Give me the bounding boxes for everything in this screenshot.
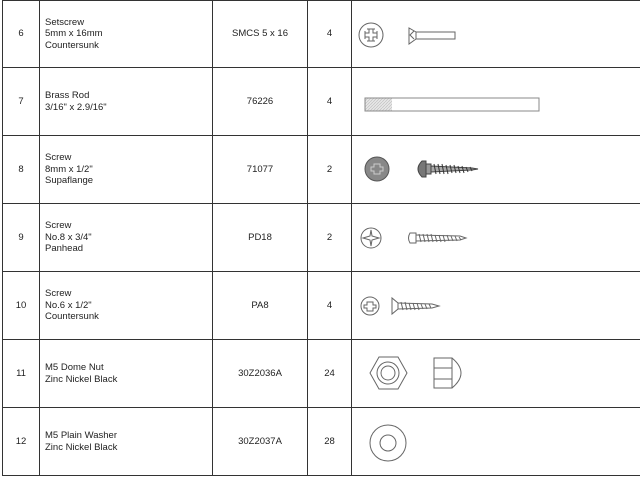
dome-nut-icon: [352, 341, 640, 407]
description-line: Setscrew: [45, 16, 85, 28]
panhead-screw-icon: [352, 205, 640, 271]
table-row: [3, 1, 640, 68]
quantity: 4: [308, 272, 352, 340]
quantity: 2: [308, 136, 352, 204]
part-illustration: [352, 340, 640, 408]
quantity: 4: [308, 1, 352, 68]
item-number: 11: [3, 340, 40, 408]
description-line: Zinc Nickel Black: [45, 373, 118, 385]
description-line: M5 Plain Washer: [45, 430, 117, 441]
item-number: 10: [3, 272, 40, 340]
item-description: [40, 204, 213, 272]
quantity: 2: [308, 204, 352, 272]
item-number: 12: [3, 408, 40, 476]
part-illustration: [352, 1, 640, 68]
item-number: 7: [3, 68, 40, 136]
description-line: Supaflange: [45, 175, 94, 187]
part-code: 71077: [213, 136, 308, 204]
plain-washer-icon: [352, 409, 640, 475]
description-line: Brass Rod: [45, 90, 90, 101]
description-line: Countersunk: [45, 311, 99, 323]
description-line: Screw: [45, 220, 72, 232]
item-number: 8: [3, 136, 40, 204]
parts-table: [2, 0, 640, 476]
part-illustration: [352, 272, 640, 340]
part-code: PD18: [213, 204, 308, 272]
part-code: SMCS 5 x 16: [213, 1, 308, 68]
description-line: Zinc Nickel Black: [45, 441, 118, 453]
flange-screw-icon: [352, 137, 640, 203]
description-line: 3/16" x 2.9/16": [45, 101, 107, 113]
table-row: [3, 204, 640, 272]
part-illustration: [352, 68, 640, 136]
part-code: 30Z2037A: [213, 408, 308, 476]
item-description: [40, 68, 213, 136]
description-line: Screw: [45, 288, 72, 300]
quantity: 4: [308, 68, 352, 136]
item-number: 6: [3, 1, 40, 68]
description-line: Countersunk: [45, 39, 99, 51]
table-row: [3, 136, 640, 204]
item-description: [40, 340, 213, 408]
description-line: 8mm x 1/2": [45, 163, 93, 175]
item-description: [40, 272, 213, 340]
item-description: [40, 408, 213, 476]
part-illustration: [352, 408, 640, 476]
description-line: M5 Dome Nut: [45, 362, 104, 373]
table-row: [3, 408, 640, 476]
table-row: [3, 340, 640, 408]
description-line: 5mm x 16mm: [45, 28, 103, 40]
item-description: [40, 136, 213, 204]
countersunk-setscrew-icon: [352, 1, 640, 67]
part-code: 76226: [213, 68, 308, 136]
part-code: PA8: [213, 272, 308, 340]
quantity: 24: [308, 340, 352, 408]
item-number: 9: [3, 204, 40, 272]
table-row: [3, 272, 640, 340]
part-illustration: [352, 136, 640, 204]
table-row: [3, 68, 640, 136]
description-line: Panhead: [45, 243, 84, 255]
quantity: 28: [308, 408, 352, 476]
item-description: [40, 1, 213, 68]
description-line: Screw: [45, 152, 72, 164]
countersunk-screw-icon: [352, 273, 640, 339]
part-illustration: [352, 204, 640, 272]
part-code: 30Z2036A: [213, 340, 308, 408]
brass-rod-icon: [352, 69, 640, 135]
description-line: No.6 x 1/2": [45, 299, 92, 311]
description-line: No.8 x 3/4": [45, 231, 92, 243]
